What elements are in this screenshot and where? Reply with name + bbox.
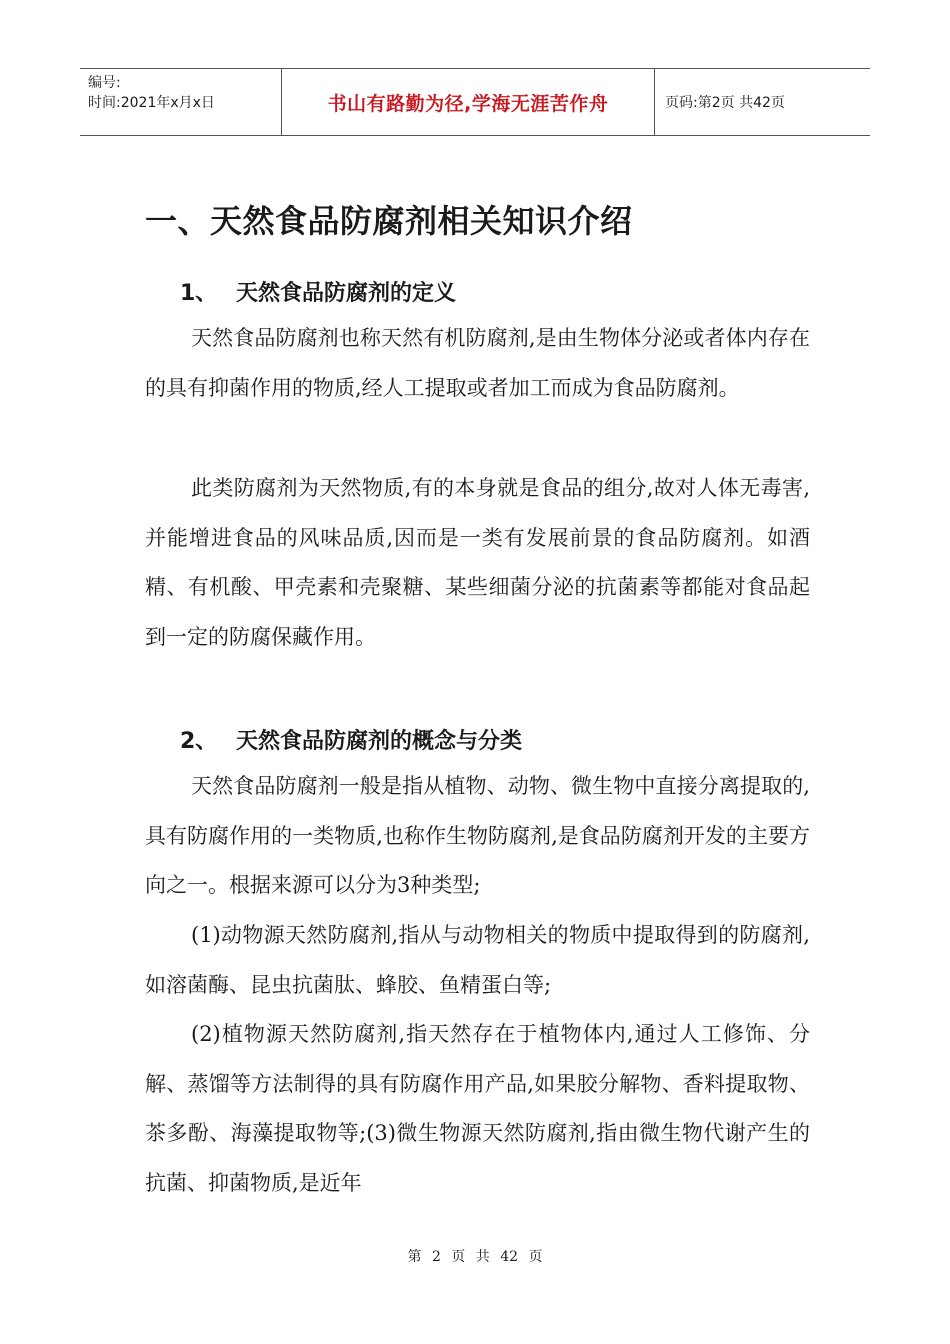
page-header (80, 68, 870, 136)
header-motto: 书山有路勤为径,学海无涯苦作舟 (282, 69, 655, 135)
header-page-info: 页码:第2页 共42页 (665, 95, 785, 111)
section-1-paragraph-2: 此类防腐剂为天然物质,有的本身就是食品的组分,故对人体无毒害,并能增进食品的风味品质,因而是一类有发展前景的食品防腐剂。如酒精、有机酸、甲壳素和壳聚糖、某些细菌分泌的抗菌素等都能对食品起到一定的防腐保藏作用。 (145, 476, 810, 649)
section-1-heading (180, 276, 456, 307)
section-2-heading (180, 724, 522, 755)
header-meta (80, 69, 282, 135)
section-1-number: 1、 (180, 281, 218, 306)
page-footer: 第 2 页 共 42 页 (407, 1249, 543, 1265)
section-2-title: 天然食品防腐剂的概念与分类 (236, 729, 523, 754)
header-number-label: 编号: (88, 75, 121, 91)
section-2-paragraph-1: 天然食品防腐剂一般是指从植物、动物、微生物中直接分离提取的,具有防腐作用的一类物质,也称作生物防腐剂,是食品防腐剂开发的主要方向之一。根据来源可以分为3种类型; (145, 774, 810, 897)
section-2-number: 2、 (180, 729, 218, 754)
document-title: 一、天然食品防腐剂相关知识介绍 (145, 202, 633, 240)
section-1-paragraph-1: 天然食品防腐剂也称天然有机防腐剂,是由生物体分泌或者体内存在的具有抑菌作用的物质,经人工提取或者加工而成为食品防腐剂。 (145, 326, 810, 400)
header-time-label: 时间:2021年x月x日 (88, 95, 215, 111)
section-2-paragraph-3: (2)植物源天然防腐剂,指天然存在于植物体内,通过人工修饰、分解、蒸馏等方法制得的具有防腐作用产品,如果胶分解物、香料提取物、茶多酚、海藻提取物等;(3)微生物源天然防腐剂,指由微生物代谢产生的抗菌、抑菌物质,是近年 (145, 1022, 810, 1195)
section-1-title: 天然食品防腐剂的定义 (236, 281, 457, 306)
section-2-paragraph-2: (1)动物源天然防腐剂,指从与动物相关的物质中提取得到的防腐剂,如溶菌酶、昆虫抗菌肽、蜂胶、鱼精蛋白等; (145, 923, 810, 997)
